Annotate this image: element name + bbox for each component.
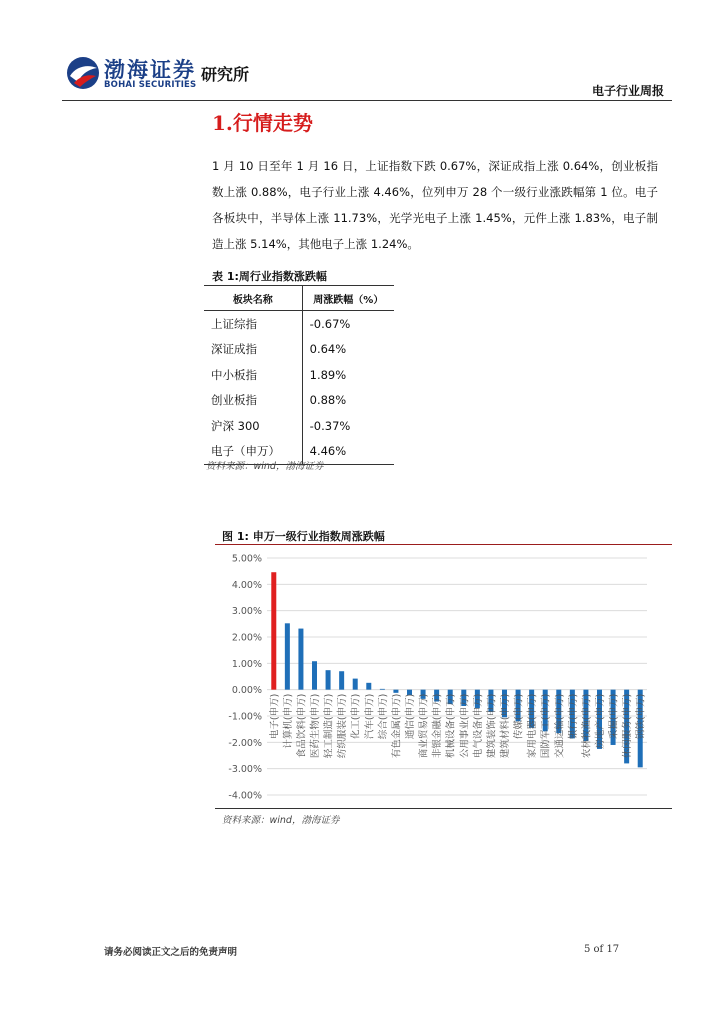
y-tick-label: -2.00%	[228, 737, 262, 749]
chart-bar	[339, 671, 344, 689]
cell-change: 0.64%	[309, 342, 347, 357]
table-header-sector: 板块名称	[204, 286, 302, 311]
y-tick-label: 2.00%	[231, 632, 262, 644]
x-tick-label: 有色金属(申万)	[391, 693, 403, 759]
cell-change: 1.89%	[309, 367, 347, 382]
x-tick-label: 房地产(申万)	[595, 693, 606, 749]
cell-change: -0.37%	[309, 418, 351, 433]
header-divider	[62, 100, 672, 101]
x-tick-label: 建筑材料(申万)	[500, 693, 511, 759]
cell-sector: 创业板指	[204, 388, 302, 414]
x-tick-label: 电子(申万)	[269, 693, 281, 740]
y-tick-label: 0.00%	[231, 685, 262, 697]
x-tick-label: 计算机(申万)	[282, 693, 294, 749]
disclaimer-note: 请务必阅读正文之后的免责声明	[104, 947, 238, 958]
table-caption: 表 1:周行业指数涨跌幅	[212, 270, 327, 283]
chart-bar	[393, 690, 398, 693]
y-tick-label: 5.00%	[231, 553, 262, 565]
table-row	[204, 311, 394, 337]
y-tick-label: 1.00%	[231, 658, 262, 670]
x-tick-label: 采掘(申万)	[608, 693, 620, 740]
x-tick-label: 综合(申万)	[377, 693, 389, 740]
cell-change: -0.67%	[309, 316, 351, 331]
x-tick-label: 传媒(申万)	[513, 693, 525, 740]
x-tick-label: 汽车(申万)	[364, 693, 376, 740]
x-tick-label: 非银金融(申万)	[432, 693, 444, 759]
table-header-change: 周涨跌幅（%）	[302, 286, 394, 311]
chart-bar	[298, 629, 303, 690]
x-tick-label: 国防军工(申万)	[540, 693, 552, 759]
x-tick-label: 医药生物(申万)	[310, 693, 321, 759]
brand-name-cn: 渤海证券	[104, 57, 196, 82]
chart-bar	[312, 661, 317, 689]
cell-change: 4.46%	[302, 439, 394, 465]
x-tick-label: 农林牧渔(申万)	[581, 693, 593, 759]
department-label: 研究所	[201, 65, 250, 84]
x-tick-label: 公用事业(申万)	[459, 693, 471, 759]
chart-bar	[326, 670, 331, 689]
y-tick-label: -3.00%	[228, 764, 262, 776]
report-title: 电子行业周报	[591, 84, 664, 98]
cell-sector: 沪深 300	[204, 413, 302, 439]
y-tick-label: -1.00%	[228, 711, 262, 723]
y-tick-label: 3.00%	[231, 606, 262, 618]
chart-bar	[366, 683, 371, 690]
figure-bottom-rule	[215, 808, 672, 809]
x-tick-label: 纺织服装(申万)	[337, 693, 349, 759]
chart-bar	[285, 623, 290, 689]
x-tick-label: 轻工制造(申万)	[323, 693, 335, 759]
table-source-note: 资料来源：wind，渤海证券	[206, 461, 324, 472]
x-tick-label: 交通运输(申万)	[554, 693, 566, 759]
table-row	[204, 413, 394, 439]
x-tick-label: 休闲服务(申万)	[622, 693, 634, 759]
x-tick-label: 家用电器(申万)	[527, 693, 539, 759]
x-tick-label: 机械设备(申万)	[445, 693, 457, 759]
x-tick-label: 银行(申万)	[567, 693, 579, 740]
x-tick-label: 钢铁(申万)	[635, 693, 647, 740]
x-tick-label: 化工(申万)	[350, 693, 362, 740]
x-tick-label: 食品饮料(申万)	[296, 693, 308, 759]
y-tick-label: 4.00%	[231, 579, 262, 591]
industry-change-bar-chart	[215, 545, 672, 807]
chart-bar	[353, 679, 358, 690]
figure-caption: 图 1: 申万一级行业指数周涨跌幅	[222, 530, 385, 543]
chart-bar	[271, 572, 276, 689]
figure-source-note: 资料来源：wind，渤海证券	[222, 815, 340, 826]
cell-sector: 上证综指	[204, 311, 302, 337]
chart-bar	[380, 689, 385, 690]
market-summary-paragraph: 1 月 10 日至年 1 月 16 日，上证指数下跌 0.67%，深证成指上涨 0.64%，创业板指数上涨 0.88%，电子行业上涨 4.46%，位列申万 28 个一级行业涨跌幅第 1 位。电子各板块中，半导体上涨 11.73%，光学光电子上涨 1.45%，元件上涨 1.83%，电子制造上涨 5.14%，其他电子上涨 1.24%。	[212, 159, 658, 251]
section-title: 1.行情走势	[212, 111, 313, 135]
cell-sector: 深证成指	[204, 337, 302, 363]
y-tick-label: -4.00%	[228, 790, 262, 802]
x-tick-label: 电气设备(申万)	[472, 693, 484, 759]
index-change-table	[204, 285, 394, 465]
table-row	[204, 337, 394, 363]
bohai-logo-icon	[66, 56, 100, 90]
table-row	[204, 388, 394, 414]
table-row	[204, 362, 394, 388]
x-tick-label: 通信(申万)	[405, 693, 416, 740]
brand-name-en: BOHAI SECURITIES	[104, 80, 197, 90]
page-number: 5 of 17	[584, 944, 620, 955]
cell-sector: 中小板指	[204, 362, 302, 388]
x-tick-label: 建筑装饰(申万)	[486, 693, 498, 759]
cell-change: 0.88%	[309, 393, 347, 408]
x-tick-label: 商业贸易(申万)	[418, 693, 430, 759]
cell-sector: 电子（申万）	[204, 439, 302, 465]
